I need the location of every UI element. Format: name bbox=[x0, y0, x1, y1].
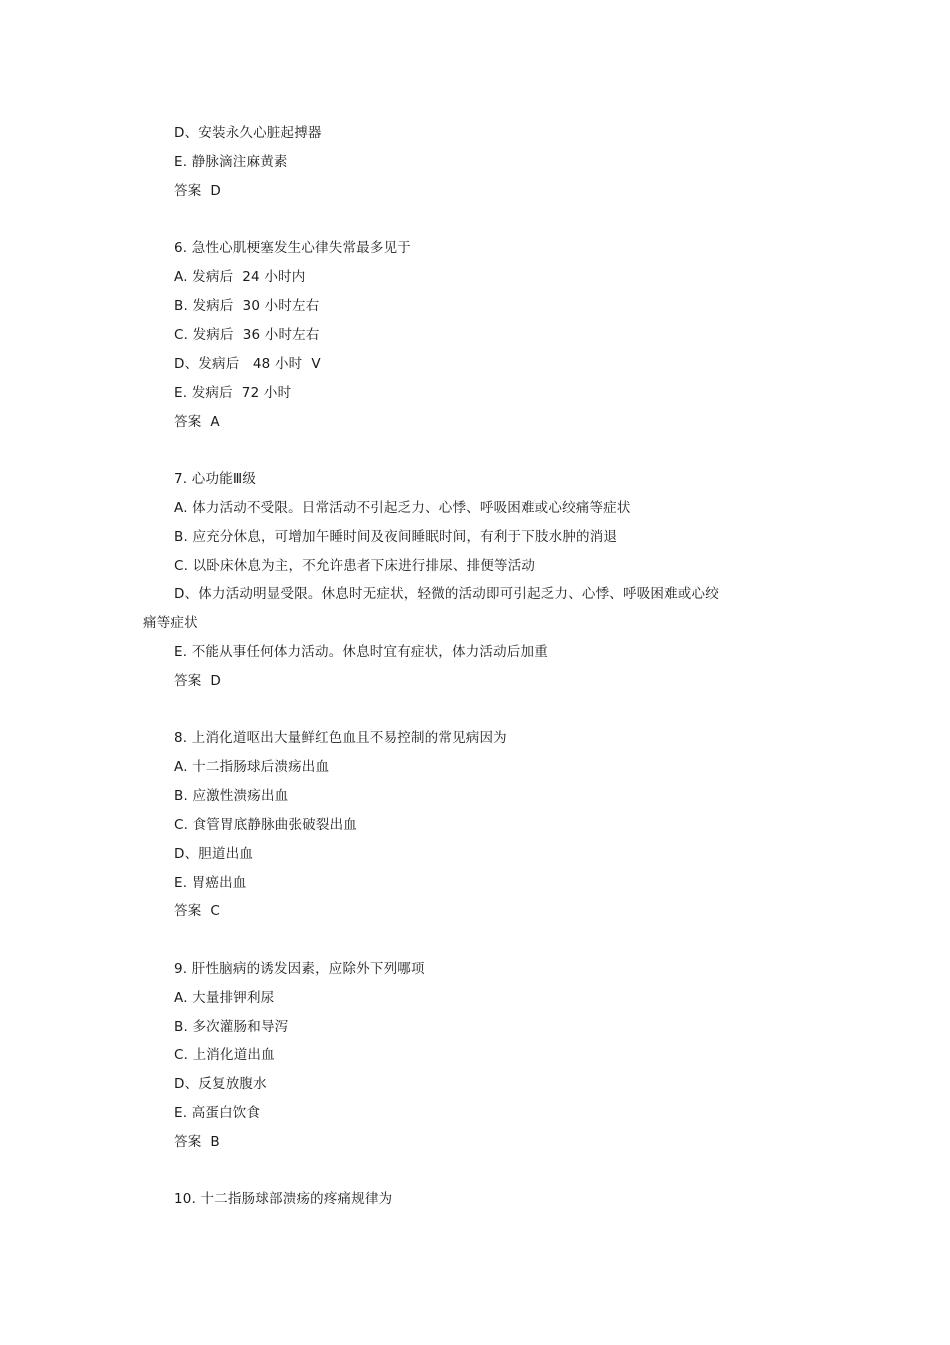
q7-option-b: B. 应充分休息，可增加午睡时间及夜间睡眠时间，有利于下肢水肿的消退 bbox=[174, 529, 618, 545]
q8-option-d: D、胆道出血 bbox=[174, 846, 254, 862]
q8-stem: 8. 上消化道呕出大量鲜红色血且不易控制的常见病因为 bbox=[174, 730, 507, 746]
q6-option-e: E. 发病后 72 小时 bbox=[174, 385, 292, 401]
q6-stem: 6. 急性心肌梗塞发生心律失常最多见于 bbox=[174, 240, 411, 256]
q8-option-b: B. 应激性溃疡出血 bbox=[174, 788, 289, 804]
q8-answer: 答案 C bbox=[174, 903, 221, 919]
q9-option-b: B. 多次灌肠和导泻 bbox=[174, 1019, 289, 1035]
q9-option-d: D、反复放腹水 bbox=[174, 1076, 267, 1092]
q9-stem: 9. 肝性脑病的诱发因素，应除外下列哪项 bbox=[174, 961, 425, 977]
q5-answer: 答案 D bbox=[174, 183, 221, 199]
q5-option-e: E. 静脉滴注麻黄素 bbox=[174, 154, 288, 170]
q5-option-d: D、安装永久心脏起搏器 bbox=[174, 125, 322, 141]
q6-option-c: C. 发病后 36 小时左右 bbox=[174, 327, 320, 343]
q6-option-a: A. 发病后 24 小时内 bbox=[174, 269, 306, 285]
q8-option-a: A. 十二指肠球后溃疡出血 bbox=[174, 759, 330, 775]
q8-option-e: E. 胃癌出血 bbox=[174, 875, 247, 891]
q7-option-c: C. 以卧床休息为主，不允许患者下床进行排尿、排便等活动 bbox=[174, 558, 536, 574]
q6-option-b: B. 发病后 30 小时左右 bbox=[174, 298, 320, 314]
q7-answer: 答案 D bbox=[174, 673, 221, 689]
q7-option-d-line1: D、体力活动明显受限。休息时无症状，轻微的活动即可引起乏力、心悸、呼吸困难或心绞 bbox=[174, 586, 719, 602]
q6-option-d: D、发病后 48 小时 V bbox=[174, 356, 321, 372]
q8-option-c: C. 食管胃底静脉曲张破裂出血 bbox=[174, 817, 358, 833]
q7-option-a: A. 体力活动不受限。日常活动不引起乏力、心悸、呼吸困难或心绞痛等症状 bbox=[174, 500, 631, 516]
q9-option-c: C. 上消化道出血 bbox=[174, 1047, 275, 1063]
q10-stem: 10. 十二指肠球部溃疡的疼痛规律为 bbox=[174, 1191, 393, 1207]
q7-option-d-line2: 痛等症状 bbox=[143, 615, 198, 631]
q6-answer: 答案 A bbox=[174, 414, 220, 430]
q9-option-a: A. 大量排钾利尿 bbox=[174, 990, 275, 1006]
q9-answer: 答案 B bbox=[174, 1134, 220, 1150]
q9-option-e: E. 高蛋白饮食 bbox=[174, 1105, 261, 1121]
q7-option-e: E. 不能从事任何体力活动。休息时宜有症状，体力活动后加重 bbox=[174, 644, 548, 660]
q7-stem: 7. 心功能Ⅲ级 bbox=[174, 471, 257, 487]
